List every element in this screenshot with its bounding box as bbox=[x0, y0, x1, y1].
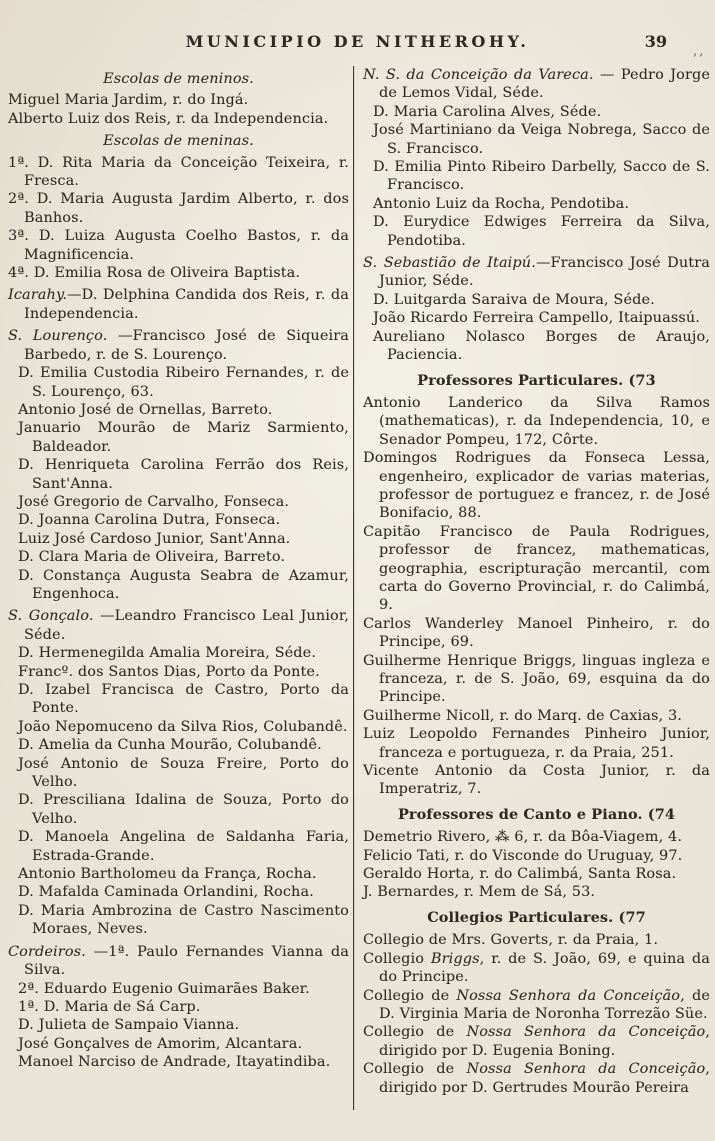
entry-text: Francº. dos Santos Dias, Porto da Ponte. bbox=[18, 663, 320, 680]
entry-text: Antonio Luiz da Rocha, Pendotiba. bbox=[373, 195, 630, 212]
entry-text: Collegio de Mrs. Goverts, r. da Praia, 1. bbox=[363, 932, 659, 949]
place-name-italic: Icarahy. bbox=[8, 287, 68, 304]
directory-entry bbox=[8, 681, 349, 718]
entry-text: Carlos Wanderley Manoel Pinheiro, r. do Principe, 69. bbox=[363, 615, 710, 651]
directory-entry bbox=[8, 548, 349, 566]
directory-entry bbox=[8, 493, 349, 511]
directory-entry bbox=[8, 902, 349, 939]
place-name-italic: Escolas de meninas. bbox=[103, 133, 254, 150]
entry-text: Alberto Luiz dos Reis, r. da Independencia. bbox=[8, 110, 329, 127]
directory-entry bbox=[8, 755, 349, 792]
directory-entry bbox=[363, 652, 710, 707]
entry-text: 1ª. D. Rita Maria da Conceição Teixeira, r. Fresca. bbox=[8, 154, 349, 190]
entry-text: Manoel Narciso de Andrade, Itayatindiba. bbox=[18, 1054, 331, 1071]
directory-entry bbox=[363, 213, 710, 250]
place-name-italic: S. Lourenço. bbox=[8, 328, 108, 345]
page-header bbox=[30, 32, 685, 56]
directory-entry bbox=[8, 1053, 349, 1071]
entry-text: D. Izabel Francisca de Castro, Porto da Ponte. bbox=[18, 682, 349, 717]
place-name-italic: S. Sebastião de Itaipú. bbox=[363, 255, 536, 272]
directory-entry bbox=[363, 865, 710, 883]
directory-entry bbox=[8, 1035, 349, 1053]
entry-text: Collegio bbox=[363, 950, 431, 967]
directory-entry bbox=[8, 401, 349, 419]
directory-entry bbox=[8, 327, 349, 364]
entry-text: Luiz Leopoldo Fernandes Pinheiro Junior, franceza e portugueza, r. da Praia, 251. bbox=[363, 726, 710, 761]
directory-entry bbox=[363, 847, 710, 865]
entry-text: 4ª. D. Emilia Rosa de Oliveira Baptista. bbox=[8, 265, 301, 282]
scan-artifact: ’’ bbox=[692, 52, 705, 67]
entry-text: José Martiniano da Veiga Nobrega, Sacco de S. Francisco. bbox=[373, 122, 710, 157]
entry-text: — Pedro Jorge de Lemos Vidal, Séde. bbox=[379, 67, 711, 102]
left-column bbox=[8, 66, 349, 1116]
entry-text: D. Manoela Angelina de Saldanha Faria, Estrada-Grande. bbox=[18, 829, 349, 864]
entry-text: D. Eurydice Edwiges Ferreira da Silva, Pendotiba. bbox=[373, 214, 710, 249]
entry-text: D. Maria Ambrozina de Castro Nascimento Moraes, Neves. bbox=[18, 902, 349, 938]
entry-text: Collegio de bbox=[363, 987, 457, 1004]
entry-text: 3ª. D. Luiza Augusta Coelho Bastos, r. da Magnificencia. bbox=[8, 228, 349, 263]
directory-entry bbox=[8, 607, 349, 644]
section-heading bbox=[363, 909, 710, 927]
directory-entry bbox=[8, 644, 349, 662]
entry-text: Vicente Antonio da Costa Junior, r. da Imperatriz, 7. bbox=[363, 763, 710, 798]
place-name-italic: Nossa Senhora da Conceição bbox=[466, 1024, 706, 1041]
entry-text: Guilherme Henrique Briggs, linguas ingleza e franceza, r. de S. João, 69, esquina da do Principe. bbox=[363, 652, 710, 706]
directory-entry bbox=[363, 931, 710, 949]
directory-entry bbox=[363, 762, 710, 799]
directory-entry bbox=[8, 511, 349, 529]
directory-entry bbox=[8, 286, 349, 323]
directory-entry bbox=[8, 190, 349, 227]
entry-text: Collegio de bbox=[363, 1061, 467, 1078]
directory-entry bbox=[8, 791, 349, 828]
entry-text: D. Henriqueta Carolina Ferrão dos Reis, Sant'Anna. bbox=[18, 457, 349, 492]
place-name-italic: Briggs bbox=[430, 950, 480, 967]
directory-entry bbox=[363, 987, 710, 1024]
entry-text: Aureliano Nolasco Borges de Araujo, Paciencia. bbox=[373, 328, 710, 364]
place-name-italic: Nossa Senhora da Conceição bbox=[466, 1061, 706, 1078]
entry-text: João Nepomuceno da Silva Rios, Colubandê. bbox=[18, 718, 348, 735]
entry-text: Professores de Canto e Piano. (74 bbox=[397, 805, 676, 823]
entry-text: —1ª. Paulo Fernandes Vianna da Silva. bbox=[24, 943, 349, 979]
directory-entry bbox=[8, 530, 349, 548]
place-name-italic: Cordeiros. bbox=[8, 943, 86, 960]
directory-entry bbox=[363, 950, 710, 987]
entry-text: D. Julieta de Sampaio Vianna. bbox=[18, 1017, 240, 1034]
directory-entry bbox=[363, 1023, 710, 1060]
directory-entry bbox=[363, 291, 710, 309]
directory-entry bbox=[363, 707, 710, 725]
directory-entry bbox=[363, 615, 710, 652]
directory-entry bbox=[363, 328, 710, 365]
directory-entry bbox=[8, 736, 349, 754]
entry-text: Demetrio Rivero, ⁂ 6, r. da Bôa-Viagem, 4. bbox=[363, 829, 683, 846]
entry-text: Professores Particulares. (73 bbox=[417, 371, 656, 389]
directory-entry bbox=[8, 264, 349, 282]
directory-entry bbox=[363, 828, 710, 846]
directory-entry bbox=[363, 309, 710, 327]
directory-entry bbox=[8, 110, 349, 128]
entry-text: Geraldo Horta, r. do Calimbá, Santa Rosa. bbox=[363, 866, 677, 883]
text-columns bbox=[8, 66, 710, 1116]
entry-text: D. Emilia Custodia Ribeiro Fernandes, r. de S. Lourenço, 63. bbox=[18, 365, 349, 400]
entry-text: Januario Mourão de Mariz Sarmiento, Baldeador. bbox=[18, 420, 349, 455]
right-column bbox=[357, 66, 710, 1116]
directory-entry bbox=[363, 523, 710, 615]
entry-text: José Antonio de Souza Freire, Porto do Velho. bbox=[18, 755, 349, 791]
directory-entry bbox=[8, 828, 349, 865]
directory-entry bbox=[363, 158, 710, 195]
directory-entry bbox=[8, 227, 349, 264]
directory-entry bbox=[363, 66, 710, 103]
entry-text: D. Joanna Carolina Dutra, Fonseca. bbox=[18, 512, 281, 529]
directory-entry bbox=[363, 195, 710, 213]
directory-entry bbox=[8, 980, 349, 998]
entry-text: Collegio de bbox=[363, 1024, 467, 1041]
entry-text: D. Hermenegilda Amalia Moreira, Séde. bbox=[18, 645, 317, 662]
entry-text: D. Amelia da Cunha Mourão, Colubandê. bbox=[18, 737, 322, 754]
directory-entry bbox=[8, 663, 349, 681]
entry-text: —Francisco José Dutra Junior, Séde. bbox=[379, 255, 710, 290]
place-name-italic: Nossa Senhora da Conceição bbox=[456, 987, 681, 1004]
entry-text: Domingos Rodrigues da Fonseca Lessa, engenheiro, explicador de varias materias, professor de portuguez e francez, r. de José Bonifacio, 88. bbox=[363, 450, 710, 522]
entry-text: , dirigido por D. Gertrudes Mourão Pereira bbox=[379, 1061, 710, 1096]
entry-text: Antonio Bartholomeu da França, Rocha. bbox=[18, 866, 317, 883]
directory-entry bbox=[8, 567, 349, 604]
section-heading bbox=[8, 70, 349, 88]
entry-text: , de D. Virginia Maria de Noronha Torrezão Süe. bbox=[379, 987, 710, 1022]
directory-entry bbox=[8, 718, 349, 736]
entry-text: Miguel Maria Jardim, r. do Ingá. bbox=[8, 92, 249, 109]
directory-entry bbox=[363, 883, 710, 901]
entry-text: D. Constança Augusta Seabra de Azamur, Engenhoca. bbox=[18, 567, 349, 602]
directory-entry bbox=[363, 449, 710, 523]
directory-entry bbox=[8, 865, 349, 883]
entry-text: 2ª. D. Maria Augusta Jardim Alberto, r. dos Banhos. bbox=[8, 191, 349, 226]
entry-text: Luiz José Cardoso Junior, Sant'Anna. bbox=[18, 530, 291, 547]
page-number: 39 bbox=[644, 32, 667, 51]
column-divider bbox=[353, 66, 354, 1110]
entry-text: —Leandro Francisco Leal Junior, Séde. bbox=[24, 608, 349, 643]
entry-text: José Gonçalves de Amorim, Alcantara. bbox=[18, 1035, 303, 1052]
entry-text: Guilherme Nicoll, r. do Marq. de Caxias, 3. bbox=[363, 707, 682, 724]
directory-entry bbox=[363, 1060, 710, 1097]
directory-entry bbox=[8, 364, 349, 401]
directory-entry bbox=[8, 154, 349, 191]
entry-text: D. Clara Maria de Oliveira, Barreto. bbox=[18, 549, 286, 566]
place-name-italic: N. S. da Conceição da Vareca. bbox=[363, 67, 594, 83]
entry-text: D. Maria Carolina Alves, Séde. bbox=[373, 103, 602, 120]
directory-entry bbox=[8, 419, 349, 456]
directory-entry bbox=[8, 943, 349, 980]
entry-text: 1ª. D. Maria de Sá Carp. bbox=[18, 998, 201, 1015]
entry-text: D. Luitgarda Saraiva de Moura, Séde. bbox=[373, 291, 655, 308]
entry-text: —D. Delphina Candida dos Reis, r. da Independencia. bbox=[24, 287, 349, 322]
entry-text: D. Mafalda Caminada Orlandini, Rocha. bbox=[18, 884, 314, 901]
entry-text: J. Bernardes, r. Mem de Sá, 53. bbox=[363, 884, 596, 901]
directory-entry bbox=[363, 254, 710, 291]
place-name-italic: S. Gonçalo. bbox=[8, 608, 94, 625]
directory-entry bbox=[363, 121, 710, 158]
section-heading bbox=[8, 132, 349, 150]
entry-text: D. Emilia Pinto Ribeiro Darbelly, Sacco de S. Francisco. bbox=[373, 159, 710, 194]
entry-text: Capitão Francisco de Paula Rodrigues, professor de francez, mathematicas, geographia, escripturação mercantil, com carta do Governo Provincial, r. do Calimbá, 9. bbox=[363, 523, 710, 614]
directory-entry bbox=[363, 725, 710, 762]
directory-entry bbox=[363, 394, 710, 449]
running-title: MUNICIPIO DE NITHEROHY. bbox=[185, 32, 530, 51]
entry-text: Antonio José de Ornellas, Barreto. bbox=[18, 401, 273, 418]
entry-text: 2ª. Eduardo Eugenio Guimarães Baker. bbox=[18, 980, 310, 997]
section-heading bbox=[363, 806, 710, 824]
place-name-italic: Escolas de meninos. bbox=[103, 71, 254, 87]
entry-text: Collegios Particulares. (77 bbox=[427, 908, 646, 926]
directory-entry bbox=[8, 883, 349, 901]
section-heading bbox=[363, 372, 710, 390]
entry-text: José Gregorio de Carvalho, Fonseca. bbox=[18, 493, 290, 510]
entry-text: Felicio Tati, r. do Visconde do Uruguay, 97. bbox=[363, 847, 683, 864]
directory-entry bbox=[8, 456, 349, 493]
entry-text: Antonio Landerico da Silva Ramos (mathematicas), r. da Independencia, 10, e Senador Pompeu, 172, Côrte. bbox=[363, 394, 710, 448]
entry-text: —Francisco José de Siqueira Barbedo, r. de S. Lourenço. bbox=[24, 328, 349, 363]
directory-entry bbox=[8, 91, 349, 109]
directory-entry bbox=[363, 103, 710, 121]
entry-text: , dirigido por D. Eugenia Boning. bbox=[379, 1024, 710, 1059]
entry-text: D. Presciliana Idalina de Souza, Porto do Velho. bbox=[18, 792, 349, 827]
directory-entry bbox=[8, 1016, 349, 1034]
entry-text: João Ricardo Ferreira Campello, Itaipuassú. bbox=[373, 310, 701, 327]
directory-entry bbox=[8, 998, 349, 1016]
entry-text: , r. de S. João, 69, e quina da do Principe. bbox=[379, 950, 710, 986]
